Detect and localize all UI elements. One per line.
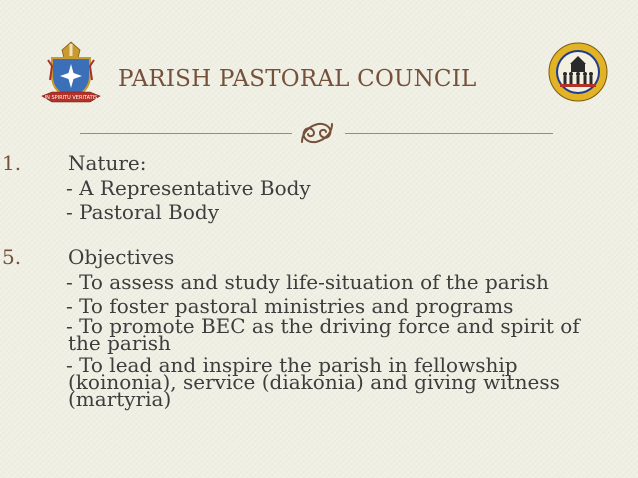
section-label: Objectives [68,245,175,269]
section-objectives [0,245,638,411]
list-item: - To lead and inspire the parish in fellowship (koinonia), service (diakonia) and giving witness (martyria) [66,353,560,411]
spacer [0,224,638,246]
section-heading [0,246,638,270]
section-heading [0,152,638,176]
list-item: - To foster pastoral ministries and programs [66,294,514,318]
list-item: - To promote BEC as the driving force and spirit of the parish [66,314,580,355]
coat-of-arms-banner-text: IN SPIRITU VERITATIS [44,95,98,101]
list-item: - A Representative Body [66,176,311,200]
content-body [0,152,638,413]
list-item: - To assess and study life-situation of the parish [66,270,549,294]
list-item: - Pastoral Body [66,200,220,224]
section-number: 5. [2,245,22,269]
divider-right [345,133,553,134]
divider-left [80,133,292,134]
section-nature [0,152,638,224]
section-label: Nature: [68,151,147,175]
slide-title: PARISH PASTORAL COUNCIL [118,66,477,92]
ornament-icon [296,118,338,148]
section-number: 1. [2,151,22,175]
